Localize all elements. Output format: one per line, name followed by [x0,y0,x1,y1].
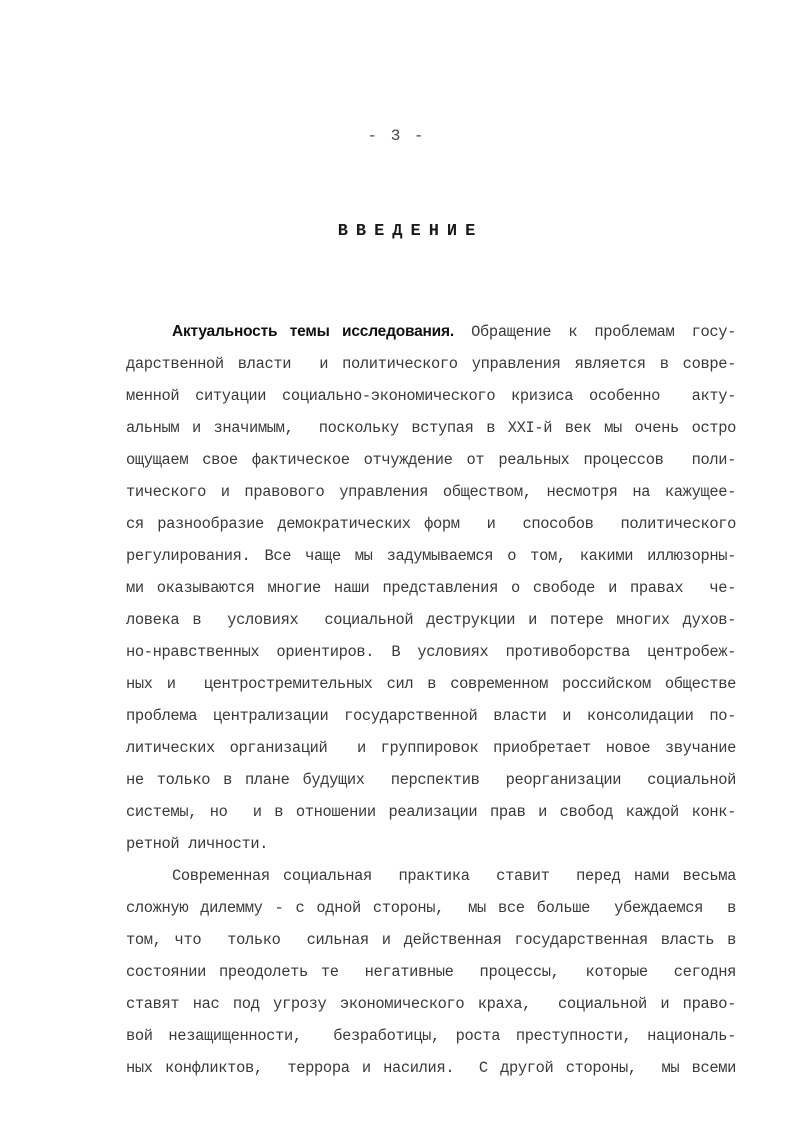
text-line: альным и значимым, поскольку вступая в XXI-й век мы очень остро [126,419,736,437]
text-line: вой незащищенности, безработицы, роста преступности, националь- [126,1027,736,1045]
text-line: системы, но и в отношении реализации прав и свобод каждой конк- [126,803,736,821]
text-line: дарственной власти и политического управления является в совре- [126,355,736,373]
text-line-content: Обращение к проблемам госу- [453,323,736,341]
text-line: проблема централизации государственной власти и консолидации по- [126,707,736,725]
text-line: не только в плане будущих перспектив реорганизации социальной [126,771,736,789]
paragraph-lead-heading: Актуальность темы исследования. [172,323,454,340]
text-line: ловека в условиях социальной деструкции и потере многих духов- [126,611,736,629]
section-title: ВВЕДЕНИЕ [337,222,484,241]
text-line: менной ситуации социально-экономического кризиса особенно акту- [126,387,736,405]
text-line: Современная социальная практика ставит перед нами весьма [172,867,736,885]
text-line: ми оказываются многие наши представления о свободе и правах че- [126,579,736,597]
text-line: ся разнообразие демократических форм и способов политического [126,515,736,533]
text-line: ных конфликтов, террора и насилия. С другой стороны, мы всеми [126,1059,736,1077]
page-number: - 3 - [367,127,426,145]
text-line: но-нравственных ориентиров. В условиях противоборства центробеж- [126,643,736,661]
text-line: ных и центростремительных сил в современном российском обществе [126,675,736,693]
document-body [126,316,736,1084]
text-line: тического и правового управления обществом, несмотря на кажущее- [126,483,736,501]
text-line: ретной личности. [126,835,269,853]
text-line: ставят нас под угрозу экономического краха, социальной и право- [126,995,736,1013]
text-line: том, что только сильная и действенная государственная власть в [126,931,736,949]
text-line: регулирования. Все чаще мы задумываемся о том, какими иллюзорны- [126,547,736,565]
text-line: состоянии преодолеть те негативные процессы, которые сегодня [126,963,736,981]
paragraph-2 [126,860,736,1084]
text-line [126,316,736,348]
text-line: ощущаем свое фактическое отчуждение от реальных процессов поли- [126,451,736,469]
text-line: литических организаций и группировок приобретает новое звучание [126,739,736,757]
paragraph-1 [126,316,736,860]
text-line: сложную дилемму - с одной стороны, мы все больше убеждаемся в [126,899,736,917]
